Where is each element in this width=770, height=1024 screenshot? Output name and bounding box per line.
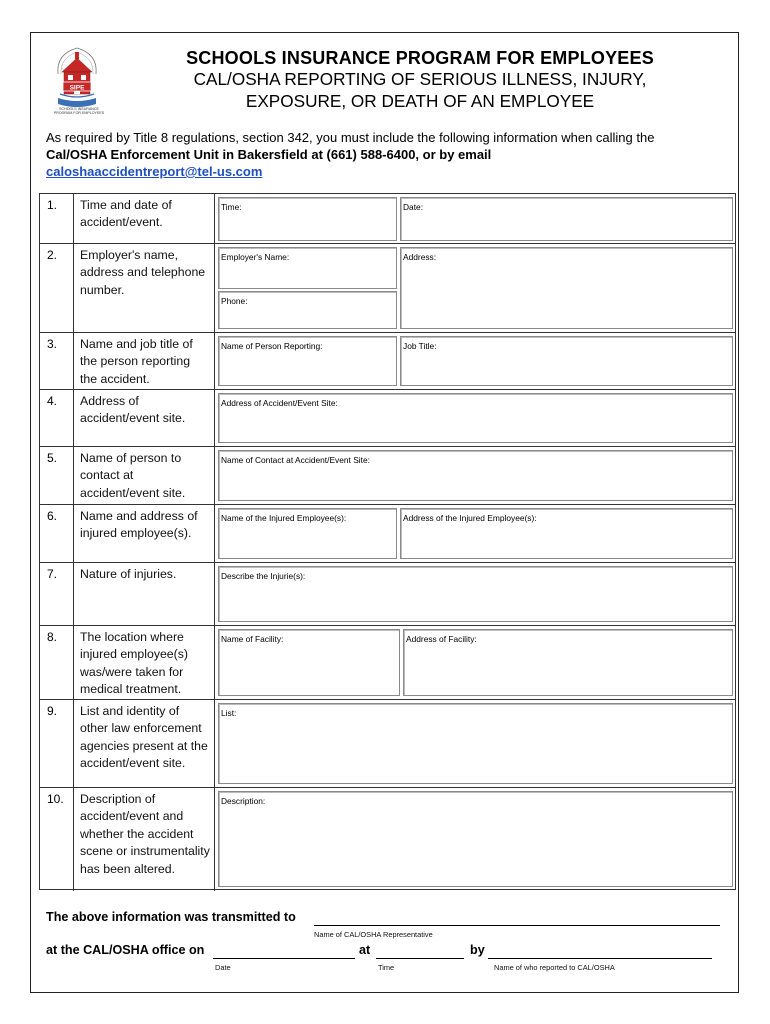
date-label: Date: [403,202,424,212]
row-number: 5. [47,451,58,465]
facility-address-label: Address of Facility: [406,634,477,644]
employer-address-field[interactable] [400,247,733,329]
by-label: by [470,943,485,957]
row-number: 1. [47,198,58,212]
job-title-label: Job Title: [403,341,437,351]
form-row-3 [40,333,735,390]
intro-paragraph [46,129,726,180]
accident-site-address-field[interactable] [218,393,733,443]
email-link[interactable]: caloshaaccidentreport@tel-us.com [46,164,263,179]
logo-badge-text: SIPE [69,84,85,92]
injured-employee-address-label: Address of the Injured Employee(s): [403,513,537,523]
report-form-table [39,193,736,890]
phone-field[interactable] [218,291,397,329]
row-description: Time and date of accident/event. [80,198,172,230]
time-field[interactable] [218,197,397,241]
date-caption: Date [215,963,231,972]
row-number: 8. [47,630,58,644]
page-subtitle [120,68,720,112]
schoolhouse-icon [52,44,102,116]
page-title: SCHOOLS INSURANCE PROGRAM FOR EMPLOYEES [186,48,654,68]
time-label: Time: [221,202,242,212]
representative-caption: Name of CAL/OSHA Representative [314,930,433,939]
transmitted-label: The above information was transmitted to [46,910,296,924]
employer-name-field[interactable] [218,247,397,289]
reporter-caption: Name of who reported to CAL/OSHA [494,963,615,972]
form-row-4 [40,390,735,447]
employer-address-label: Address: [403,252,437,262]
row-description: Name of person to contact at accident/event site. [80,451,186,500]
form-row-7 [40,563,735,626]
injured-employee-name-field[interactable] [218,508,397,559]
accident-description-label: Description: [221,796,266,806]
row-number: 3. [47,337,58,351]
time-caption: Time [378,963,395,972]
representative-name-line[interactable] [314,925,720,926]
phone-label: Phone: [221,296,248,306]
row-description: Employer's name, address and telephone number. [80,248,206,297]
row-description: List and identity of other law enforcement agencies present at the accident/event site. [80,704,208,771]
row-description: Address of accident/event site. [80,394,186,426]
office-label: at the CAL/OSHA office on [46,943,205,957]
row-number: 6. [47,509,58,523]
agencies-list-field[interactable] [218,703,733,784]
sipe-logo [52,44,102,116]
facility-name-field[interactable] [218,629,400,696]
row-description: Description of accident/event and whether the accident scene or instrumentality has been altered. [80,792,210,876]
row-number: 2. [47,248,58,262]
injuries-description-field[interactable] [218,566,733,622]
facility-name-label: Name of Facility: [221,634,284,644]
row-number: 10. [47,792,64,806]
date-line[interactable] [213,958,355,959]
subtitle-line-2: EXPOSURE, OR DEATH OF AN EMPLOYEE [245,91,595,111]
form-row-10 [40,788,735,891]
form-row-9 [40,700,735,788]
intro-line-1: As required by Title 8 regulations, section 342, you must include the following information when calling the [46,130,655,145]
accident-site-address-label: Address of Accident/Event Site: [221,398,338,408]
form-row-5 [40,447,735,505]
row-number: 7. [47,567,58,581]
reporter-name-line[interactable] [488,958,712,959]
row-number: 4. [47,394,58,408]
time-line[interactable] [376,958,464,959]
form-row-1 [40,194,735,244]
row-number: 9. [47,704,58,718]
accident-description-field[interactable] [218,791,733,887]
row-description: Name and job title of the person reporting the accident. [80,337,193,386]
form-row-8 [40,626,735,700]
facility-address-field[interactable] [403,629,733,696]
employer-name-label: Employer's Name: [221,252,290,262]
row-description: The location where injured employee(s) was/were taken for medical treatment. [80,630,188,697]
subtitle-line-1: CAL/OSHA REPORTING OF SERIOUS ILLNESS, INJURY, [193,69,647,89]
agencies-list-label: List: [221,708,237,718]
person-reporting-field[interactable] [218,336,397,386]
intro-line-2: Cal/OSHA Enforcement Unit in Bakersfield at (661) 588-6400, or by email [46,147,492,162]
form-row-2 [40,244,735,333]
row-description: Nature of injuries. [80,567,177,581]
logo-caption: SCHOOLS INSURANCE PROGRAM FOR EMPLOYEES [53,107,105,115]
person-reporting-label: Name of Person Reporting: [221,341,323,351]
at-label: at [359,943,371,957]
date-field[interactable] [400,197,733,241]
site-contact-field[interactable] [218,450,733,501]
job-title-field[interactable] [400,336,733,386]
injured-employee-address-field[interactable] [400,508,733,559]
injured-employee-name-label: Name of the Injured Employee(s): [221,513,347,523]
injuries-description-label: Describe the Injurie(s): [221,571,306,581]
row-description: Name and address of injured employee(s). [80,509,198,541]
site-contact-label: Name of Contact at Accident/Event Site: [221,455,370,465]
form-row-6 [40,505,735,563]
